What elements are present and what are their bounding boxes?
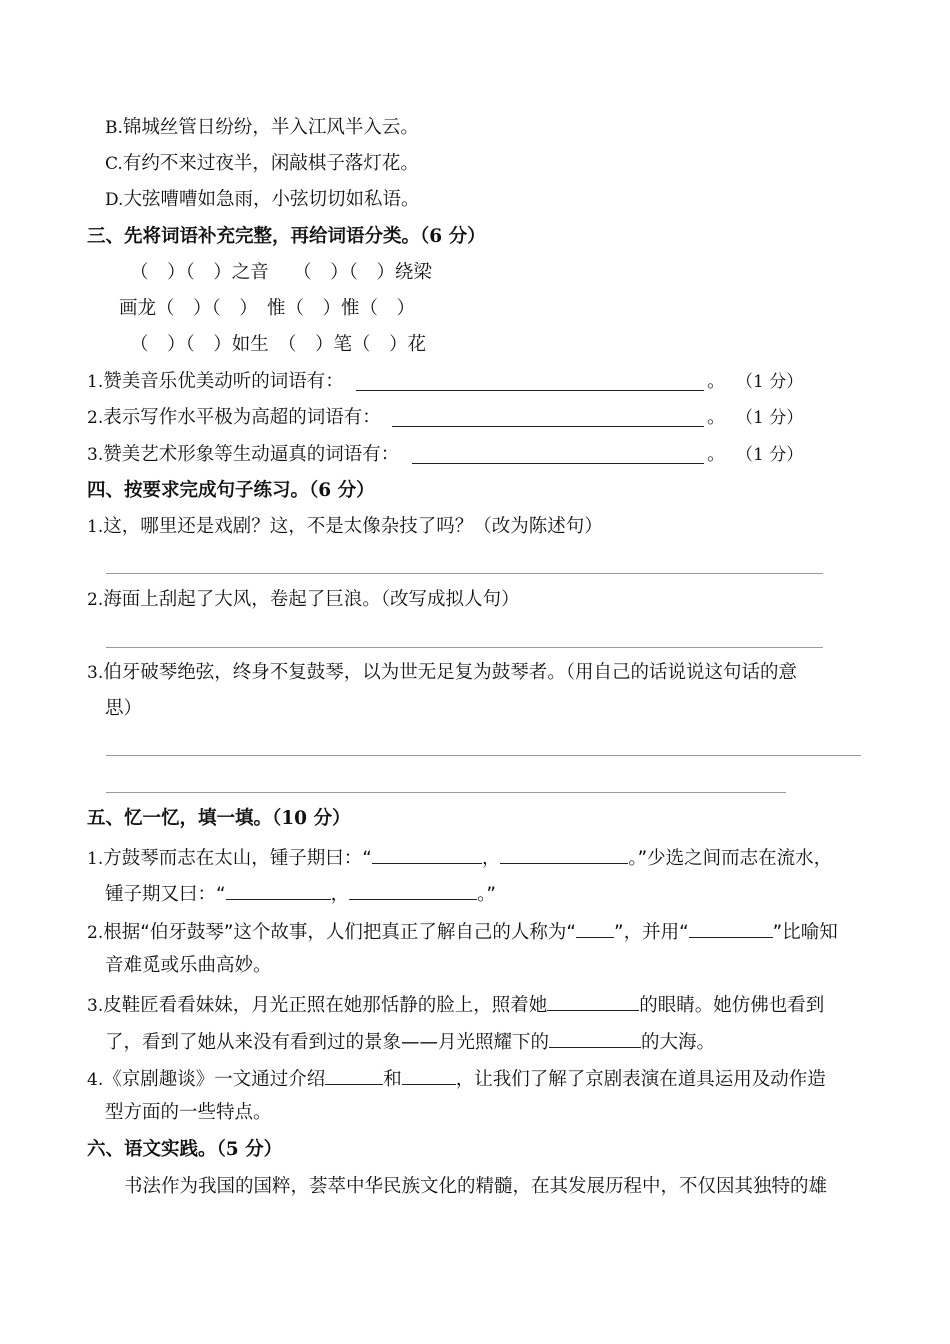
question-text: 和 — [383, 1069, 402, 1090]
question-text: 。”少选之间而志在流水， — [628, 848, 833, 869]
section5-heading — [87, 807, 350, 831]
question-number: 4. — [87, 1070, 104, 1090]
question-number: 2. — [87, 923, 104, 943]
word-row-3: （ ）（ ）如生 （ ）笔（ ）花 — [130, 334, 427, 355]
question-text: 表示写作水平极为高超的词语有： — [103, 407, 381, 428]
answer-blank[interactable] — [226, 880, 331, 900]
option-letter: B. — [105, 118, 123, 138]
question-text: 方鼓琴而志在太山，锺子期曰：“ — [103, 848, 372, 869]
question-text: 这，哪里还是戏剧？这，不是太像杂技了吗？（改为陈述句） — [103, 516, 603, 537]
answer-blank[interactable] — [349, 880, 477, 900]
question-text: 皮鞋匠看看妹妹，月光正照在她那恬静的脸上，照着她 — [103, 995, 548, 1016]
question-text: 海面上刮起了大风，卷起了巨浪。（改写成拟人句） — [103, 589, 520, 610]
question-text: ， — [481, 848, 501, 869]
question-text: ”比喻知 — [772, 922, 838, 943]
option-b — [105, 116, 419, 140]
section-title: 四、按要求完成句子练习。（ — [87, 480, 319, 501]
s4-question-3-cont: 思） — [105, 698, 143, 719]
s3-q3-score: （1 分） — [736, 445, 804, 465]
question-text: 赞美音乐优美动听的词语有： — [103, 371, 344, 392]
answer-blank[interactable] — [402, 1065, 456, 1085]
section4-heading — [87, 479, 375, 503]
option-d — [105, 188, 419, 212]
question-number: 3. — [87, 663, 104, 683]
answer-blank[interactable] — [576, 918, 614, 938]
s5-question-4-cont: 型方面的一些特点。 — [105, 1102, 272, 1123]
option-text: 大弦嘈嘈如急雨，小弦切切如私语。 — [123, 189, 420, 210]
s5-question-1 — [87, 844, 832, 871]
question-text: ”，并用“ — [614, 922, 689, 943]
section-score: 6 — [429, 226, 443, 247]
s3-q2-end — [707, 406, 726, 430]
s3-question-2 — [87, 406, 381, 430]
s6-paragraph: 书法作为我国的国粹，荟萃中华民族文化的精髓，在其发展历程中，不仅因其独特的雄 — [124, 1176, 828, 1197]
option-c — [105, 152, 419, 176]
option-text: 有约不来过夜半，闲敲棋子落灯花。 — [122, 153, 419, 174]
s5-question-4 — [87, 1065, 826, 1092]
question-number: 3. — [87, 445, 104, 465]
question-text: 的眼睛。她仿佛也看到 — [639, 995, 825, 1016]
s5-question-2-cont: 音难觅或乐曲高妙。 — [105, 955, 272, 976]
question-text: 锺子期又曰：“ — [105, 884, 226, 905]
s3-q1-score: （1 分） — [736, 372, 804, 392]
question-end: 。 — [707, 371, 726, 392]
answer-blank[interactable] — [412, 444, 704, 464]
s5-question-2 — [87, 918, 838, 945]
question-text: 《京剧趣谈》一文通过介绍 — [103, 1069, 326, 1090]
question-text: 。” — [477, 884, 496, 905]
question-number: 1. — [87, 517, 104, 537]
section-score: 5 — [225, 1139, 239, 1160]
word-row-1: （ ）（ ）之音 （ ）（ ）绕梁 — [130, 262, 432, 283]
section-score-suffix: 分） — [307, 808, 351, 829]
question-number: 2. — [87, 408, 104, 428]
section-title: 六、语文实践。（ — [87, 1139, 226, 1160]
answer-blank[interactable] — [689, 918, 773, 938]
section6-heading — [87, 1138, 282, 1162]
question-text: 伯牙破琴绝弦，终身不复鼓琴，以为世无足复为鼓琴者。（用自己的话说说这句话的意 — [103, 662, 797, 683]
s4-question-3 — [87, 661, 797, 685]
s5-question-3-cont — [105, 1028, 715, 1055]
question-end: 。 — [707, 444, 726, 465]
option-text: 锦城丝管日纷纷，半入江风半入云。 — [122, 117, 419, 138]
section-score-suffix: 分） — [238, 1139, 283, 1160]
answer-line[interactable] — [106, 647, 823, 648]
s4-question-1 — [87, 515, 603, 539]
answer-blank[interactable] — [547, 991, 639, 1011]
section-title: 五、忆一忆，填一填。（ — [87, 808, 282, 829]
question-number: 1. — [87, 372, 104, 392]
question-number: 2. — [87, 590, 104, 610]
answer-blank[interactable] — [356, 371, 704, 391]
question-number: 3. — [87, 996, 104, 1016]
section-score: 10 — [281, 808, 308, 829]
s5-question-3 — [87, 991, 824, 1018]
section-score: 6 — [318, 480, 332, 501]
section-score-suffix: 分） — [442, 226, 486, 247]
section-score-suffix: 分） — [331, 480, 375, 501]
section-title: 三、先将词语补充完整，再给词语分类。（ — [87, 226, 430, 247]
answer-line[interactable] — [106, 573, 823, 574]
word-row-2: 画龙（ ）（ ） 惟（ ）惟（ ） — [119, 298, 416, 319]
question-text: 赞美艺术形象等生动逼真的词语有： — [103, 444, 400, 465]
s5-question-1-cont — [105, 880, 496, 907]
s3-question-1 — [87, 370, 344, 394]
question-text: 根据“伯牙鼓琴”这个故事，人们把真正了解自己的人称为“ — [103, 922, 576, 943]
answer-blank[interactable] — [325, 1065, 383, 1085]
question-text: 了，看到了她从来没有看到过的景象——月光照耀下的 — [105, 1032, 550, 1053]
s3-question-3 — [87, 443, 399, 467]
s3-q1-end — [707, 370, 726, 394]
question-text: ，让我们了解了京剧表演在道具运用及动作造 — [455, 1069, 826, 1090]
option-letter: C. — [105, 154, 123, 174]
answer-line[interactable] — [106, 755, 861, 756]
question-number: 1. — [87, 849, 104, 869]
answer-line[interactable] — [106, 792, 786, 793]
answer-blank[interactable] — [372, 844, 482, 864]
answer-blank[interactable] — [500, 844, 628, 864]
answer-blank[interactable] — [392, 407, 704, 427]
option-letter: D. — [105, 190, 124, 210]
s3-q3-end — [707, 443, 726, 467]
question-text: 的大海。 — [641, 1032, 716, 1053]
s3-q2-score: （1 分） — [736, 408, 804, 428]
section3-heading — [87, 225, 486, 249]
question-end: 。 — [707, 407, 726, 428]
question-text: ， — [330, 884, 350, 905]
s4-question-2 — [87, 588, 520, 612]
answer-blank[interactable] — [549, 1028, 641, 1048]
